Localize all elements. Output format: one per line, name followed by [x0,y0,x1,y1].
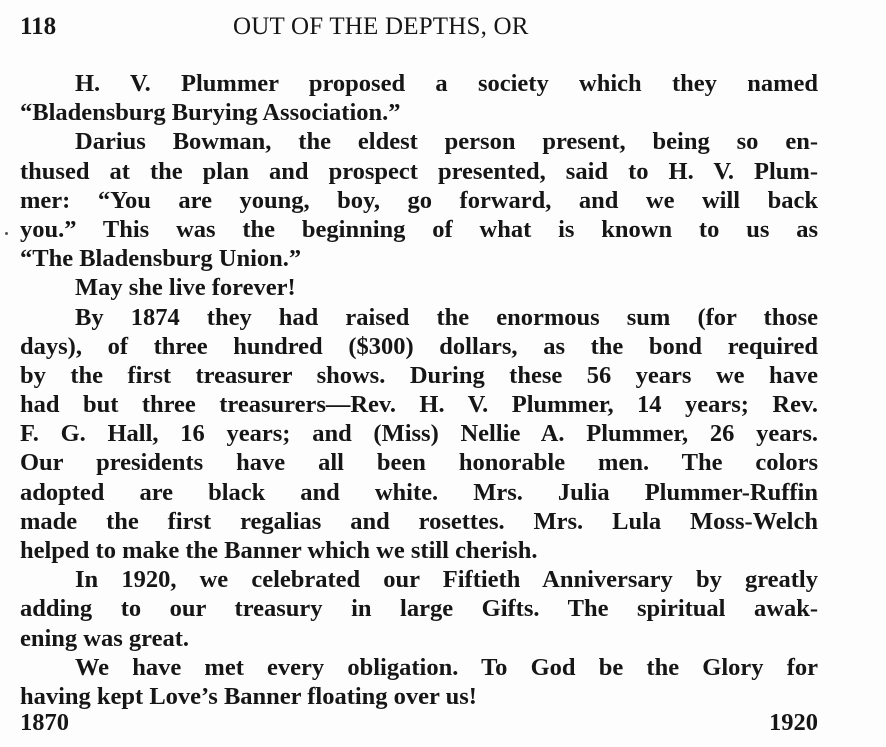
text-line: H. V. Plummer proposed a society which they named [75,70,818,97]
text-line: Darius Bowman, the eldest person present, being so en- [75,128,818,156]
text-line: We have met every obligation. To God be the Glory for [75,653,818,681]
page-number: 118 [20,13,57,40]
paragraph [20,303,818,566]
text-line: helped to make the Banner which we still cherish. [20,537,538,564]
paragraph [20,565,818,653]
text-line: Our presidents have all been honorable men. The colors [20,449,818,477]
paragraph [20,653,818,711]
text-line: days), of three hundred ($300) dollars, as the bond required [20,332,818,360]
text-line: mer: “You are young, boy, go forward, and we will back [20,186,818,214]
text-line: made the first regalias and rosettes. Mrs. Lula Moss-Welch [20,507,818,535]
text-line: ening was great. [20,624,189,652]
text-line: May she live forever! [75,274,296,302]
text-line: “The Bladensburg Union.” [20,245,302,273]
text-line: adding to our treasury in large Gifts. The spiritual awak- [20,595,818,623]
paragraph [20,127,818,273]
text-line: having kept Love’s Banner floating over us! [20,682,477,710]
print-speck [5,232,8,235]
text-line: by the first treasurer shows. During these 56 years we have [20,361,818,389]
footer-years [20,708,818,738]
text-line: “Bladensburg Burying Association.” [20,99,401,127]
paragraph [20,273,818,302]
text-line: you.” This was the beginning of what is known to us as [20,215,818,243]
running-head [20,12,818,42]
text-line: By 1874 they had raised the enormous sum (for those [75,303,818,331]
year-start: 1870 [20,709,69,736]
year-end: 1920 [769,709,818,736]
text-line: thused at the plan and prospect presented, said to H. V. Plum- [20,157,818,185]
text-line: adopted are black and white. Mrs. Julia Plummer-Ruffin [20,478,818,506]
text-line: In 1920, we celebrated our Fiftieth Anniversary by greatly [75,566,818,594]
text-line: F. G. Hall, 16 years; and (Miss) Nellie A. Plummer, 26 years. [20,420,818,448]
text-line: had but three treasurers—Rev. H. V. Plummer, 14 years; Rev. [20,391,818,419]
running-title: OUT OF THE DEPTHS, OR [233,13,529,40]
paragraph [20,69,818,127]
body-text [20,69,818,711]
